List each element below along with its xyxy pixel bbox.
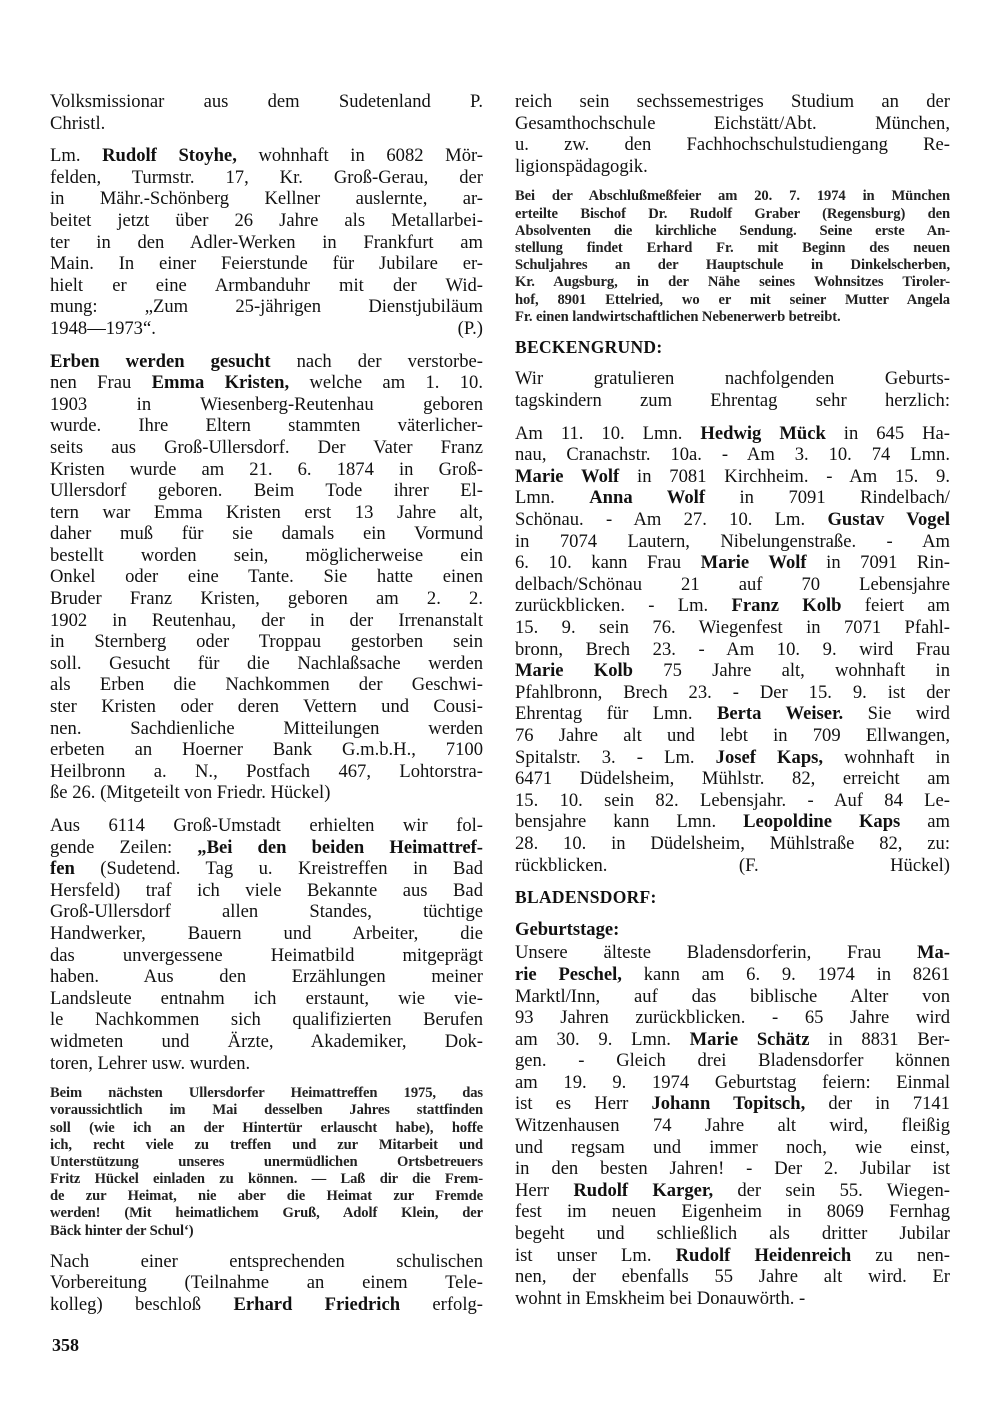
text-line [515,337,950,359]
text-run: bronn, Brech 23. - Am 10. 9. wird Frau [515,638,950,660]
text-run: Lm. [50,145,103,167]
text-line [515,1050,950,1072]
text-run: soll. Gesucht für die Nachlaßsache werden [50,652,483,674]
bold-name: Marie Schätz [689,1028,810,1050]
text-line [50,523,483,545]
text-line [50,739,483,761]
text-line [50,1272,483,1294]
text-run: und regsam und immer noch, wie einst, [515,1136,950,1158]
text-line [50,858,483,880]
text-line [515,487,950,509]
text-run: toren, Lehrer usw. wurden. [50,1052,251,1074]
text-run: Witzenhausen 74 Jahre alt wird, fleißig [515,1115,950,1137]
text-run: 1902 in Reutenhau, der in der Irrenanstalt [50,609,483,631]
text-run: Absolventen die kirchliche Sendung. Seine erste An- [515,222,950,239]
paragraph [50,815,483,1074]
text-line [50,1085,483,1102]
text-line [50,588,483,610]
text-line [515,1245,950,1267]
text-run: am 30. 9. Lmn. [515,1028,690,1050]
text-run: widmeten und Ärzte, Akademiker, Dok- [50,1030,483,1052]
text-line [50,923,483,945]
small-print-paragraph [50,1085,483,1240]
text-line [50,674,483,696]
text-line [515,747,950,769]
text-run: de zur Heimat, nie aber die Heimat zur Fremde [50,1188,483,1205]
text-run: fest im neuen Eigenheim in 8069 Fernhag [515,1201,950,1223]
text-run: mung: „Zum 25-jährigen Dienstjubiläum [50,296,483,318]
text-line [50,1223,483,1240]
text-run: bensjahre kann Lmn. [515,811,744,833]
text-line [50,167,483,189]
left-column-text [50,91,483,1316]
text-run: haben. Aus den Erzählungen meiner [50,966,483,988]
text-line [50,253,483,275]
bold-name: Marie Kolb [515,660,634,682]
text-line [50,1251,483,1273]
text-run: gen. - Gleich drei Bladensdorfer können [515,1050,950,1072]
text-line [50,761,483,783]
text-run: zu nen- [851,1244,950,1266]
text-run: ster Kristen oder deren Vettern und Cousi- [50,696,483,718]
paragraph [50,91,483,134]
text-line [50,1137,483,1154]
text-line [515,223,950,240]
text-line [515,274,950,291]
small-print-paragraph [515,188,950,326]
text-line [515,1180,950,1202]
text-line [515,595,950,617]
text-line [50,966,483,988]
text-run: 28. 10. in Düdelsheim, Mühlstraße 82, zu: [515,832,950,854]
text-run: ich, recht viele zu treffen und zur Mitarbeit und [50,1136,483,1153]
text-line [515,531,950,553]
text-line [515,964,950,986]
text-run: Nach einer entsprechenden schulischen [50,1250,483,1272]
text-line [515,91,950,113]
text-run: erbeten an Hoerner Bank G.m.b.H., 7100 [50,739,483,761]
text-run: wohnhaft in [823,746,950,768]
text-line [515,768,950,790]
text-run: das unvergessene Heimatbild mitgeprägt [50,944,483,966]
text-run: beitet jetzt über 26 Jahre als Metallarbei- [50,209,483,231]
text-line [515,682,950,704]
text-line [515,617,950,639]
text-run: der sein 55. Wiegen- [713,1179,950,1201]
bold-name: Gustav Vogel [827,509,950,531]
text-run: Christl. [50,112,106,134]
bold-name: Rudolf Heidenreich [675,1244,852,1266]
text-run: Schuljahres an der Hauptschule in Dinkelscherben, [515,257,950,274]
text-line [50,372,483,394]
text-run: u. zw. den Fachhochschulstudiengang Re- [515,134,950,156]
text-run: voraussichtlich im Mai desselben Jahres stattfinden [50,1102,483,1119]
text-run: wohnhaft in 6082 Mör- [236,145,483,167]
text-run: Ullersdorf geboren. Beim Tode ihrer El- [50,480,483,502]
text-run: Landsleute entnahm ich erstaunt, wie vie- [50,987,483,1009]
text-run: tern war Emma Kristen erst 13 Jahre alt, [50,501,483,523]
text-run: Ehrentag für Lmn. [515,703,717,725]
text-line [515,725,950,747]
paragraph [515,368,950,411]
text-line [50,988,483,1010]
text-line [515,1007,950,1029]
left-column [50,91,483,1356]
text-run: der in 7141 [805,1093,950,1115]
text-run: gende Zeilen: [50,836,198,858]
text-line [50,480,483,502]
text-line [515,1029,950,1051]
text-line [50,782,483,804]
text-line [515,574,950,596]
text-run: 93 Jahren zurückblicken. - 65 Jahre wird [515,1007,950,1029]
text-line [515,444,950,466]
text-line [50,415,483,437]
text-run: Bruder Franz Kristen, geboren am 2. 2. [50,588,483,610]
text-run: Heilbronn a. N., Postfach 467, Lohtorstra- [50,760,483,782]
text-run: Unsere älteste Bladensdorferin, Frau [515,942,917,964]
text-run: in 7091 Rin- [806,552,950,574]
text-run: in Sternberg oder Troppau gestorben sein [50,631,483,653]
bold-name: rie Peschel, [515,963,622,985]
text-run: Kr. Augsburg, in der Nähe seines Wohnsitzes Tiroler- [515,274,950,291]
bold-name: Marie Wolf [515,465,620,487]
text-run: Hersfeld) traf ich viele Bekannte aus Bad [50,879,483,901]
text-line [50,631,483,653]
text-line [50,1009,483,1031]
text-run: Schönau. - Am 27. 10. Lm. [515,509,828,531]
text-run: Groß-Ullersdorf allen Standes, tüchtige [50,901,483,923]
text-run: feiert am [841,595,950,617]
text-line [50,210,483,232]
text-run: reich sein sechssemestriges Studium an der [515,91,950,112]
text-line [50,502,483,524]
text-line [50,1294,483,1316]
text-line [515,292,950,309]
text-line [50,275,483,297]
text-line [515,423,950,445]
text-line [515,1072,950,1094]
bold-name: Franz Kolb [731,595,842,617]
text-line [515,887,950,909]
text-run: kolleg) beschloß [50,1294,234,1315]
text-line [515,919,950,941]
text-run: erteilte Bischof Dr. Rudolf Graber (Regensburg) den [515,205,950,222]
text-run: hof, 8901 Ettelried, wo er mit seiner Mutter Angela [515,291,950,308]
paragraph [515,91,950,177]
bold-name: Johann Topitsch, [651,1093,806,1115]
text-line [515,639,950,661]
text-run: BLADENSDORF: [515,887,657,908]
text-run: als Erben die Nachkommen der Geschwi- [50,674,483,696]
text-line [515,368,950,390]
page-number: 358 [52,1334,79,1355]
text-line [515,855,950,877]
text-run: Gesamthochschule Eichstätt/Abt. München, [515,112,950,134]
text-run: am 19. 9. 1974 Geburtstag feiern: Einmal [515,1071,950,1093]
text-line [50,91,483,113]
text-line [515,188,950,205]
text-line [515,1137,950,1159]
bold-name: Emma Kristen, [151,372,290,394]
section-heading [515,337,950,359]
text-run: in 7091 Rindelbach/ [705,487,950,509]
text-run: Am 11. 10. Lmn. [515,422,701,444]
text-run: Herr [515,1179,574,1201]
text-run: in 7074 Lautern, Nibelungenstraße. - Am [515,530,950,552]
text-run: in den besten Jahren! - Der 2. Jubilar ist [515,1158,950,1180]
text-run: Fr. einen landwirtschaftlichen Nebenerwerb betreibt. [515,308,841,325]
text-run: Geburtstage: [515,918,620,940]
text-run: Pfahlbronn, Brech 23. - Der 15. 9. ist der [515,681,950,703]
text-line [50,232,483,254]
text-run: le Nachkommen sich qualifizierten Berufen [50,1009,483,1031]
text-run: Spitalstr. 3. - Lm. [515,746,716,768]
text-line [515,1288,950,1310]
text-line [50,459,483,481]
text-run: wurde. Ihre Eltern stammten väterlicher- [50,415,483,437]
text-line [50,545,483,567]
text-line [515,156,950,178]
text-line [50,296,483,318]
text-run: in 7081 Kirchheim. - Am 15. 9. [619,465,950,487]
text-run: ist es Herr [515,1093,652,1115]
text-run: 6. 10. kann Frau [515,552,701,574]
text-line [515,390,950,412]
text-line [515,986,950,1008]
text-run: delbach/Schönau 21 auf 70 Lebensjahre [515,573,950,595]
text-run: 1903 in Wiesenberg-Reutenhau geboren [50,393,483,415]
text-line [50,880,483,902]
text-line [515,1158,950,1180]
text-run: bestellt worden sein, möglicherweise ein [50,544,483,566]
text-run: Fritz Hückel einladen zu können. — Laß dir die Frem- [50,1171,483,1188]
text-run: daher muß für sie damals ein Vormund [50,523,483,545]
text-line [515,134,950,156]
text-run: 15. 10. sein 82. Lebensjahr. - Auf 84 Le- [515,789,950,811]
text-line [50,1102,483,1119]
text-run: nau, Cranachstr. 10a. - Am 3. 10. 74 Lmn. [515,444,950,466]
text-run: erfolg- [400,1294,483,1315]
paragraph [50,1251,483,1316]
text-line [515,1201,950,1223]
text-line [515,703,950,725]
text-run: kann am 6. 9. 1974 in 8261 [621,963,950,985]
text-run: 15. 9. sein 76. Wiegenfest in 7071 Pfahl- [515,617,950,638]
text-run: felden, Turmstr. 17, Kr. Groß-Gerau, der [50,166,483,188]
text-run: werden! (Mit heimatlichem Gruß, Adolf Klein, der [50,1205,483,1222]
text-line [50,1188,483,1205]
text-run: wohnt in Emskheim bei Donauwörth. - [515,1287,806,1309]
paragraph [50,145,483,339]
bold-name: Josef Kaps, [715,746,824,768]
text-run: Vorbereitung (Teilnahme an einem Tele- [50,1272,483,1294]
text-run: Lmn. [515,487,590,509]
text-line [50,901,483,923]
text-line [515,811,950,833]
text-line [50,351,483,373]
text-line [515,240,950,257]
text-line [50,653,483,675]
text-line [50,815,483,837]
bold-name: Rudolf Karger, [573,1179,714,1201]
text-line [50,837,483,859]
text-run: tagskindern zum Ehrentag sehr herzlich: [515,390,950,412]
text-run: Volksmissionar aus dem Sudetenland P. [50,91,483,112]
text-line [515,1266,950,1288]
bold-name: Marie Wolf [700,552,807,574]
text-run: ter in den Adler-Werken in Frankfurt am [50,231,483,253]
text-run: ist unser Lm. [515,1244,676,1266]
text-run: Beim nächsten Ullersdorfer Heimattreffen 1975, das [50,1085,483,1102]
text-line [515,833,950,855]
bold-name: Hedwig Mück [700,422,826,444]
text-line [50,113,483,135]
text-run: seits aus Groß-Ullersdorf. Der Vater Franz [50,436,483,458]
bold-name: „Bei den beiden Heimattref- [197,836,483,858]
bold-name: Erben werden gesucht [50,350,271,372]
text-line [515,1223,950,1245]
text-run: nen Frau [50,372,152,394]
text-line [515,552,950,574]
text-run: zurückblicken. - Lm. [515,595,732,617]
text-line [515,309,950,326]
text-line [515,1093,950,1115]
text-run: am [900,811,950,833]
text-line [50,696,483,718]
text-run: 75 Jahre alt, wohnhaft in [633,660,950,682]
text-run: Sie wird [843,703,950,725]
text-run: in 8831 Ber- [809,1028,950,1050]
text-line [50,1053,483,1075]
right-column [515,91,950,1320]
text-run: (Sudetend. Tag u. Kreistreffen in Bad [74,858,483,880]
text-line [515,113,950,135]
text-run: Marktl/Inn, auf das biblische Alter von [515,985,950,1007]
text-run: Unterstützung unseres unermüdlichen Ortsbetreuers [50,1153,483,1170]
text-run: ligionspädagogik. [515,155,648,177]
text-line [515,466,950,488]
text-line [50,610,483,632]
text-run: Onkel oder eine Tante. Sie hatte einen [50,566,483,588]
text-run: BECKENGRUND: [515,336,663,357]
subheading [515,919,950,941]
text-run: Bei der Abschlußmeßfeier am 20. 7. 1974 in München [515,188,950,205]
text-run: Wir gratulieren nachfolgenden Geburts- [515,368,950,390]
text-line [50,945,483,967]
text-run: nach der verstorbe- [270,350,483,372]
text-line [50,718,483,740]
text-run: 6471 Düdelsheim, Mühlstr. 82, erreicht am [515,768,950,790]
text-run: in 645 Ha- [825,422,950,444]
bold-name: Anna Wolf [589,487,706,509]
text-line [50,1205,483,1222]
text-run: Kristen wurde am 21. 6. 1874 in Groß- [50,458,483,480]
paragraph [515,942,950,1309]
bold-name: Berta Weiser. [716,703,844,725]
right-column-text [515,91,950,1309]
text-line [50,394,483,416]
text-line [50,1154,483,1171]
bold-name: Rudolf Stoyhe, [102,145,237,167]
text-run: begeht und schließlich als dritter Jubilar [515,1223,950,1245]
text-run: 76 Jahre alt und lebt in 709 Ellwangen, [515,724,950,746]
text-line [515,790,950,812]
text-line [515,942,950,964]
text-run: in Mähr.-Schönberg Kellner auslernte, ar- [50,188,483,210]
bold-name: Erhard Friedrich [233,1294,401,1315]
text-line [50,188,483,210]
text-line [515,257,950,274]
text-run: Handwerker, Bauern und Arbeiter, die [50,922,483,944]
text-run: Aus 6114 Groß-Umstadt erhielten wir fol- [50,815,483,836]
text-run: rückblicken. (F. Hückel) [515,854,950,876]
text-run: hielt er eine Armbanduhr mit der Wid- [50,274,483,296]
text-line [515,206,950,223]
text-line [50,437,483,459]
section-heading [515,887,950,909]
text-run: 1948—1973“. (P.) [50,317,483,339]
text-line [50,566,483,588]
text-run: nen, der ebenfalls 55 Jahre alt wird. Er [515,1266,950,1288]
text-line [50,1171,483,1188]
bold-name: Ma- [916,942,950,964]
text-run: welche am 1. 10. [289,372,483,394]
paragraph [515,423,950,876]
text-run: Bäck hinter der Schul‘) [50,1222,194,1239]
text-line [50,1031,483,1053]
text-line [515,660,950,682]
text-run: ße 26. (Mitgeteilt von Friedr. Hückel) [50,782,331,804]
text-line [50,1120,483,1137]
text-line [515,509,950,531]
text-line [50,145,483,167]
text-line [515,1115,950,1137]
bold-name: Leopoldine Kaps [743,811,901,833]
text-run: nen. Sachdienliche Mitteilungen werden [50,717,483,739]
text-run: stellung findet Erhard Fr. mit Beginn des neuen [515,239,950,256]
bold-name: fen [50,858,75,880]
paragraph [50,351,483,804]
text-line [50,318,483,340]
text-run: Main. In einer Feierstunde für Jubilare er- [50,253,483,275]
text-run: soll (wie ich an der Hintertür erlauscht habe), hoffe [50,1119,483,1136]
